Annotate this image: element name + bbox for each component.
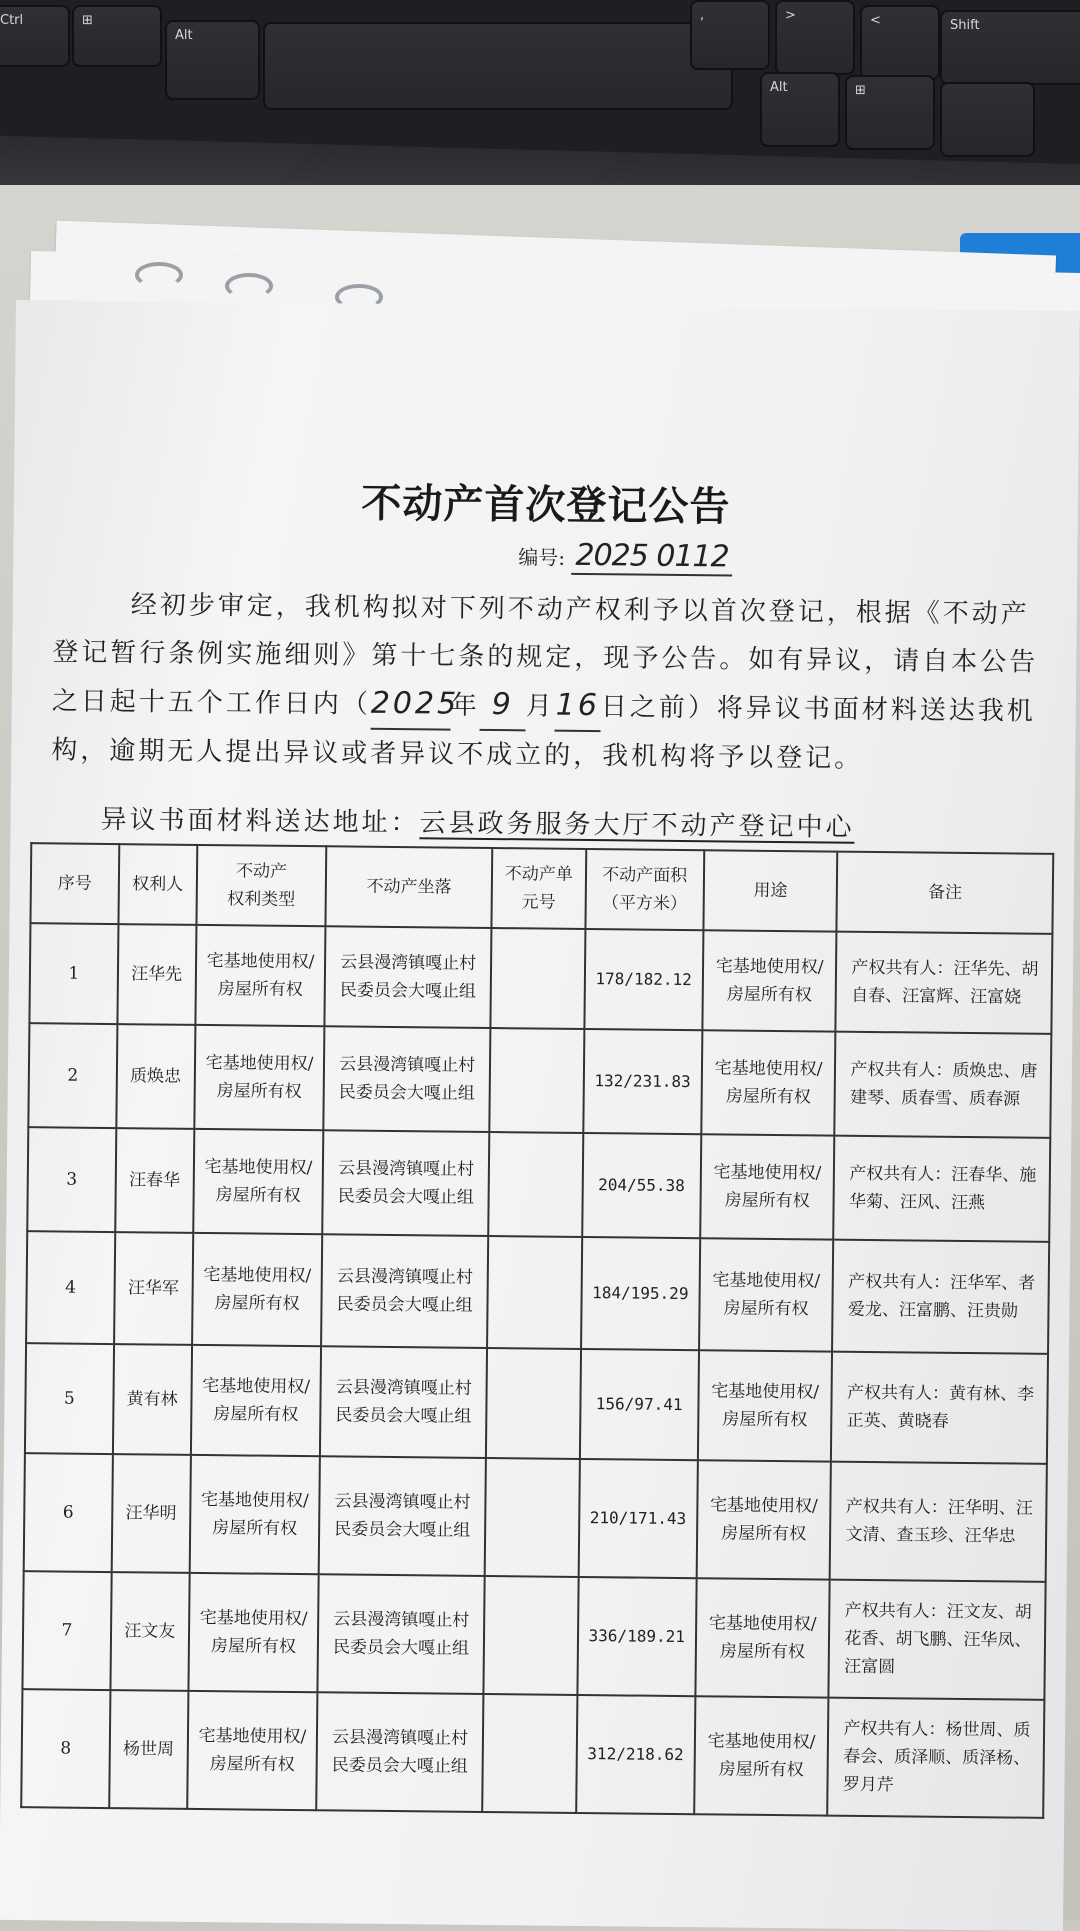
cell-use: 宅基地使用权/房屋所有权: [699, 1238, 834, 1351]
body-text-part2: 日之前）将异议书面材料送达我机构，逾期无人提出异议或者异议不成立的，我机构将予以登记。: [51, 692, 1036, 774]
cell-owner: 汪华军: [114, 1232, 193, 1345]
cell-no: 5: [25, 1343, 114, 1454]
cell-remark: 产权共有人：黄有林、李正英、黄晓春: [831, 1352, 1048, 1464]
document-number-value: 2025 0112: [571, 538, 733, 577]
cell-use: 宅基地使用权/房屋所有权: [698, 1350, 833, 1461]
cell-owner: 汪华明: [111, 1454, 190, 1573]
cell-unit-no: [488, 1132, 583, 1237]
cell-no: 6: [24, 1453, 113, 1572]
key-shift[interactable]: Shift: [940, 10, 1080, 85]
cell-location: 云县漫湾镇嘎止村民委员会大嘎止组: [325, 926, 492, 1028]
year-suffix: 年: [450, 690, 480, 721]
cell-use: 宅基地使用权/房屋所有权: [701, 1030, 836, 1135]
cell-location: 云县漫湾镇嘎止村民委员会大嘎止组: [320, 1346, 487, 1458]
cell-unit-no: [483, 1576, 578, 1695]
cell-owner: 质焕忠: [116, 1024, 195, 1129]
deadline-year: 2025: [371, 680, 452, 731]
cell-location: 云县漫湾镇嘎止村民委员会大嘎止组: [319, 1456, 486, 1576]
cell-unit-no: [489, 1028, 584, 1133]
key-space[interactable]: [263, 22, 733, 110]
cell-use: 宅基地使用权/房屋所有权: [696, 1460, 831, 1579]
cell-owner: 汪春华: [115, 1128, 194, 1233]
address-label: 异议书面材料送达地址：: [100, 804, 420, 839]
cell-unit-no: [482, 1694, 577, 1813]
cell-area: 210/171.43: [578, 1459, 697, 1578]
binder-ring: [225, 273, 273, 299]
keyboard: [0, 0, 1080, 185]
cell-area: 312/218.62: [576, 1695, 695, 1814]
cell-no: 3: [27, 1127, 116, 1232]
column-header-no: 序号: [30, 843, 119, 924]
key-slash[interactable]: <: [860, 5, 940, 80]
cell-use: 宅基地使用权/房屋所有权: [694, 1696, 829, 1815]
column-header-unit-no: 不动产单 元号: [491, 848, 586, 929]
cell-area: 204/55.38: [582, 1133, 701, 1238]
key-comma[interactable]: ,: [690, 0, 770, 70]
cell-area: 178/182.12: [584, 929, 703, 1030]
column-header-owner: 权利人: [118, 844, 197, 925]
cell-use: 宅基地使用权/房屋所有权: [702, 930, 837, 1031]
table-row: [21, 1689, 1044, 1818]
cell-right-type: 宅基地使用权/房屋所有权: [191, 1345, 322, 1456]
table-row: [24, 1453, 1047, 1582]
table-row: [29, 923, 1052, 1034]
registration-table: [20, 842, 1054, 1819]
announcement-document: [0, 300, 1080, 1931]
key-alt-left[interactable]: Alt: [165, 20, 260, 100]
cell-remark: 产权共有人：汪文友、胡花香、胡飞鹏、汪华凤、汪富圆: [829, 1580, 1046, 1700]
table-row: [22, 1571, 1045, 1700]
cell-unit-no: [487, 1236, 582, 1349]
key-ctrl[interactable]: Ctrl: [0, 5, 70, 67]
cell-right-type: 宅基地使用权/房屋所有权: [188, 1573, 319, 1692]
column-header-remark: 备注: [837, 852, 1053, 934]
cell-location: 云县漫湾镇嘎止村民委员会大嘎止组: [317, 1692, 484, 1812]
cell-right-type: 宅基地使用权/房屋所有权: [194, 1025, 325, 1130]
cell-area: 156/97.41: [580, 1349, 699, 1460]
cell-no: 4: [26, 1231, 115, 1344]
address-value: 云县政务服务大厅不动产登记中心: [419, 808, 855, 843]
cell-location: 云县漫湾镇嘎止村民委员会大嘎止组: [323, 1130, 490, 1236]
deadline-day: 16: [555, 682, 602, 732]
objection-address: [100, 799, 854, 844]
cell-no: 8: [21, 1689, 110, 1808]
table-row: [26, 1231, 1049, 1354]
column-header-right-type: 不动产 权利类型: [196, 845, 327, 926]
document-number: [518, 537, 733, 574]
cell-owner: 黄有林: [113, 1344, 192, 1455]
cell-right-type: 宅基地使用权/房屋所有权: [192, 1233, 323, 1346]
cell-right-type: 宅基地使用权/房屋所有权: [195, 925, 326, 1026]
cell-use: 宅基地使用权/房屋所有权: [695, 1578, 830, 1697]
column-header-use: 用途: [703, 850, 838, 931]
cell-area: 336/189.21: [577, 1577, 696, 1696]
cell-unit-no: [490, 928, 585, 1029]
cell-unit-no: [486, 1348, 581, 1459]
cell-right-type: 宅基地使用权/房屋所有权: [193, 1129, 324, 1234]
cell-remark: 产权共有人：汪华军、者爱龙、汪富鹏、汪贵勋: [832, 1240, 1049, 1354]
body-text-part1: 经初步审定，我机构拟对下列不动产权利予以首次登记，根据《不动产登记暂行条例实施细则》第十七条的规定，现予公告。如有异议，请自本公告之日起十五个工作日内（: [51, 590, 1039, 720]
table-header-row: [30, 843, 1053, 934]
cell-owner: 汪华先: [117, 924, 196, 1025]
key-windows-right[interactable]: ⊞: [845, 75, 935, 150]
key-period[interactable]: >: [775, 0, 855, 75]
column-header-location: 不动产坐落: [326, 846, 492, 928]
cell-no: 7: [22, 1571, 111, 1690]
cell-right-type: 宅基地使用权/房屋所有权: [187, 1691, 318, 1810]
table-row: [27, 1127, 1050, 1242]
deadline-month: 9: [480, 681, 527, 731]
announcement-body: [51, 580, 1043, 784]
table-row: [28, 1023, 1051, 1138]
cell-remark: 产权共有人：汪春华、施华菊、汪风、汪燕: [834, 1136, 1051, 1242]
binder-ring: [135, 262, 183, 288]
cell-area: 184/195.29: [581, 1237, 700, 1350]
document-title: 不动产首次登记公告: [361, 479, 731, 531]
cell-right-type: 宅基地使用权/房屋所有权: [189, 1455, 320, 1574]
cell-owner: 杨世周: [109, 1690, 188, 1809]
key-alt-right[interactable]: Alt: [760, 72, 840, 147]
cell-remark: 产权共有人：杨世周、质春会、质泽顺、质泽杨、罗月芹: [828, 1698, 1045, 1818]
cell-location: 云县漫湾镇嘎止村民委员会大嘎止组: [321, 1234, 488, 1348]
month-suffix: 月: [525, 691, 555, 722]
cell-remark: 产权共有人：质焕忠、唐建琴、质春雪、质春源: [835, 1032, 1052, 1138]
cell-use: 宅基地使用权/房屋所有权: [700, 1134, 835, 1239]
cell-location: 云县漫湾镇嘎止村民委员会大嘎止组: [324, 1026, 491, 1132]
cell-remark: 产权共有人：汪华明、汪文清、查玉珍、汪华忠: [830, 1462, 1047, 1582]
cell-unit-no: [485, 1458, 580, 1577]
key-windows[interactable]: ⊞: [72, 5, 162, 67]
document-number-label: 编号:: [518, 545, 566, 570]
cell-no: 2: [28, 1023, 117, 1128]
table-row: [25, 1343, 1048, 1464]
cell-remark: 产权共有人：汪华先、胡自春、汪富辉、汪富娆: [836, 932, 1053, 1034]
key-menu[interactable]: [940, 82, 1035, 157]
cell-no: 1: [29, 923, 118, 1024]
cell-location: 云县漫湾镇嘎止村民委员会大嘎止组: [318, 1574, 485, 1694]
column-header-area: 不动产面积 （平方米）: [585, 849, 704, 930]
cell-area: 132/231.83: [583, 1029, 702, 1134]
cell-owner: 汪文友: [110, 1572, 189, 1691]
